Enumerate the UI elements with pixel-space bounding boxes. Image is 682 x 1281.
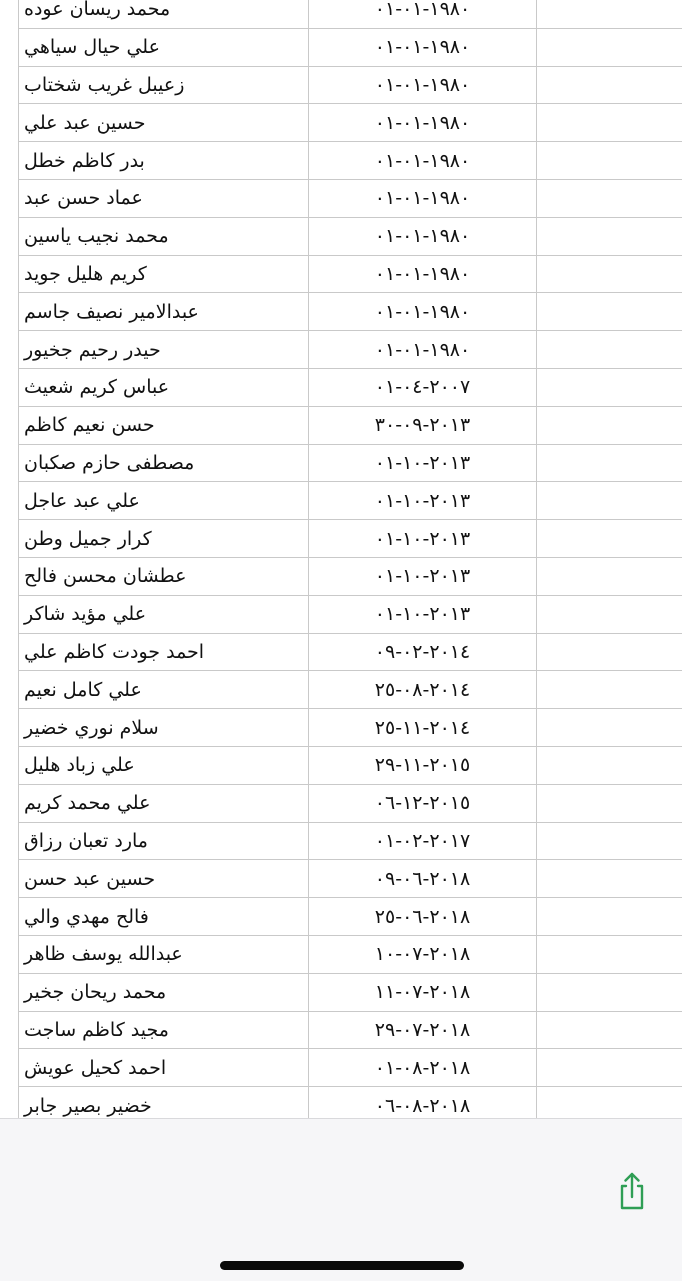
table-row <box>18 1048 682 1086</box>
date-cell: ١٩٨٠-٠١-٠١ <box>308 141 536 179</box>
name-cell: سلام نوري خضير <box>18 708 308 746</box>
records-table <box>18 0 682 1148</box>
table-row <box>18 973 682 1011</box>
name-cell: حيدر رحيم جخيور <box>18 330 308 368</box>
empty-cell <box>536 633 682 671</box>
name-cell: محمد ريسان عوده <box>18 0 308 28</box>
date-cell: ٢٠١٣-٠٩-٣٠ <box>308 406 536 444</box>
date-cell: ٢٠١٨-٠٦-٠٩ <box>308 859 536 897</box>
date-cell: ٢٠١٨-٠٨-٠١ <box>308 1048 536 1086</box>
empty-cell <box>536 330 682 368</box>
empty-cell <box>536 0 682 28</box>
home-indicator <box>220 1261 464 1270</box>
table-row <box>18 217 682 255</box>
empty-cell <box>536 822 682 860</box>
table-row <box>18 444 682 482</box>
table-row <box>18 633 682 671</box>
empty-cell <box>536 141 682 179</box>
date-cell: ٢٠١٤-٠٨-٢٥ <box>308 670 536 708</box>
date-cell: ١٩٨٠-٠١-٠١ <box>308 66 536 104</box>
date-cell: ٢٠١٨-٠٨-٠٦ <box>308 1086 536 1124</box>
empty-cell <box>536 708 682 746</box>
date-cell: ١٩٨٠-٠١-٠١ <box>308 217 536 255</box>
table-row <box>18 1011 682 1049</box>
name-cell: عبدالله يوسف ظاهر <box>18 935 308 973</box>
empty-cell <box>536 406 682 444</box>
date-cell: ٢٠١٣-١٠-٠١ <box>308 444 536 482</box>
date-cell: ٢٠١٧-٠٢-٠١ <box>308 822 536 860</box>
date-cell: ٢٠١٣-١٠-٠١ <box>308 557 536 595</box>
name-cell: كريم هليل جويد <box>18 255 308 293</box>
share-button[interactable] <box>614 1169 650 1213</box>
name-cell: احمد كحيل عويش <box>18 1048 308 1086</box>
name-cell: عماد حسن عبد <box>18 179 308 217</box>
name-cell: بدر كاظم خطل <box>18 141 308 179</box>
date-cell: ١٩٨٠-٠١-٠١ <box>308 330 536 368</box>
table-row <box>18 822 682 860</box>
empty-cell <box>536 1011 682 1049</box>
table-row <box>18 179 682 217</box>
name-cell: علي عبد عاجل <box>18 481 308 519</box>
table-row <box>18 28 682 66</box>
name-cell: محمد ريحان جخير <box>18 973 308 1011</box>
empty-cell <box>536 935 682 973</box>
empty-cell <box>536 217 682 255</box>
table-row <box>18 897 682 935</box>
name-cell: علي كامل نعيم <box>18 670 308 708</box>
date-cell: ٢٠٠٧-٠٤-٠١ <box>308 368 536 406</box>
empty-cell <box>536 519 682 557</box>
date-cell: ١٩٨٠-٠١-٠١ <box>308 179 536 217</box>
name-cell: محمد نجيب ياسين <box>18 217 308 255</box>
table-row <box>18 935 682 973</box>
name-cell: علي محمد كريم <box>18 784 308 822</box>
date-cell: ٢٠١٣-١٠-٠١ <box>308 595 536 633</box>
date-cell: ١٩٨٠-٠١-٠١ <box>308 28 536 66</box>
empty-cell <box>536 1048 682 1086</box>
date-cell: ٢٠١٥-١٢-٠٦ <box>308 784 536 822</box>
empty-cell <box>536 28 682 66</box>
table-row <box>18 66 682 104</box>
name-cell: زعيبل غريب شختاب <box>18 66 308 104</box>
empty-cell <box>536 595 682 633</box>
table-row <box>18 708 682 746</box>
table-row <box>18 406 682 444</box>
table-row <box>18 0 682 28</box>
empty-cell <box>536 292 682 330</box>
empty-cell <box>536 557 682 595</box>
date-cell: ١٩٨٠-٠١-٠١ <box>308 255 536 293</box>
table-row <box>18 481 682 519</box>
name-cell: فالح مهدي والي <box>18 897 308 935</box>
empty-cell <box>536 179 682 217</box>
date-cell: ٢٠١٨-٠٧-١١ <box>308 973 536 1011</box>
name-cell: مارد تعبان رزاق <box>18 822 308 860</box>
empty-cell <box>536 66 682 104</box>
table-row <box>18 859 682 897</box>
empty-cell <box>536 897 682 935</box>
table-row <box>18 330 682 368</box>
name-cell: علي زباد هليل <box>18 746 308 784</box>
name-cell: مجيد كاظم ساجت <box>18 1011 308 1049</box>
name-cell: عبدالامير نصيف جاسم <box>18 292 308 330</box>
name-cell: حسين عبد علي <box>18 103 308 141</box>
empty-cell <box>536 784 682 822</box>
empty-cell <box>536 481 682 519</box>
date-cell: ٢٠١٣-١٠-٠١ <box>308 481 536 519</box>
name-cell: كرار جميل وطن <box>18 519 308 557</box>
bottom-toolbar <box>0 1118 682 1281</box>
date-cell: ٢٠١٤-١١-٢٥ <box>308 708 536 746</box>
empty-cell <box>536 368 682 406</box>
table-row <box>18 784 682 822</box>
table-row <box>18 292 682 330</box>
date-cell: ١٩٨٠-٠١-٠١ <box>308 103 536 141</box>
name-cell: حسن نعيم كاظم <box>18 406 308 444</box>
date-cell: ١٩٨٠-٠١-٠١ <box>308 292 536 330</box>
name-cell: علي مؤيد شاكر <box>18 595 308 633</box>
date-cell: ٢٠١٤-٠٢-٠٩ <box>308 633 536 671</box>
table-row <box>18 255 682 293</box>
table-row <box>18 103 682 141</box>
date-cell: ٢٠١٣-١٠-٠١ <box>308 519 536 557</box>
date-cell: ٢٠١٨-٠٧-١٠ <box>308 935 536 973</box>
name-cell: حسين عبد حسن <box>18 859 308 897</box>
table-row <box>18 595 682 633</box>
date-cell: ٢٠١٥-١١-٢٩ <box>308 746 536 784</box>
table-row <box>18 557 682 595</box>
name-cell: خضير بصير جابر <box>18 1086 308 1124</box>
empty-cell <box>536 255 682 293</box>
empty-cell <box>536 103 682 141</box>
table-row <box>18 746 682 784</box>
date-cell: ٢٠١٨-٠٧-٢٩ <box>308 1011 536 1049</box>
share-icon <box>616 1171 648 1211</box>
table-row <box>18 368 682 406</box>
date-cell: ٢٠١٨-٠٦-٢٥ <box>308 897 536 935</box>
empty-cell <box>536 746 682 784</box>
empty-cell <box>536 973 682 1011</box>
name-cell: احمد جودت كاظم علي <box>18 633 308 671</box>
empty-cell <box>536 444 682 482</box>
table-row <box>18 519 682 557</box>
name-cell: عطشان محسن فالح <box>18 557 308 595</box>
name-cell: علي حيال سياهي <box>18 28 308 66</box>
table-row <box>18 141 682 179</box>
empty-cell <box>536 670 682 708</box>
table-row <box>18 670 682 708</box>
date-cell: ١٩٨٠-٠١-٠١ <box>308 0 536 28</box>
name-cell: عباس كريم شعيث <box>18 368 308 406</box>
empty-cell <box>536 859 682 897</box>
name-cell: مصطفى حازم صكبان <box>18 444 308 482</box>
